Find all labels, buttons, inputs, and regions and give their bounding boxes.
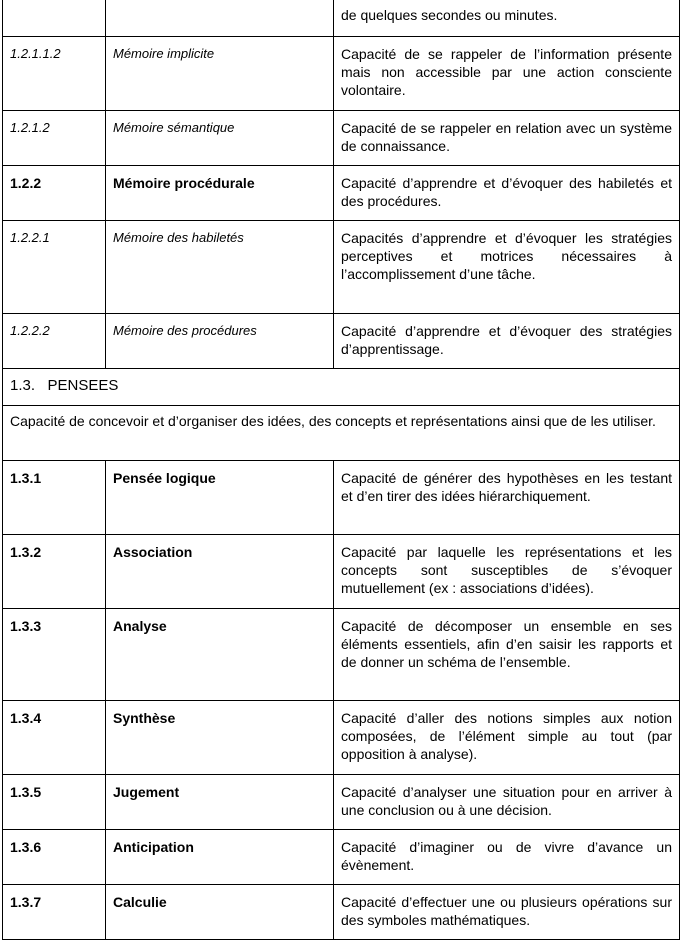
table-row (3, 885, 680, 940)
row-definition: Capacité d’apprendre et d’évoquer des stratégies d’apprentissage. (334, 314, 680, 369)
table-row (3, 221, 680, 314)
section-heading-row (3, 369, 680, 406)
section-heading: 1.3. PENSEES (3, 369, 680, 406)
row-definition: Capacité d’effectuer une ou plusieurs opérations sur des symboles mathématiques. (334, 885, 680, 940)
row-number: 1.3.5 (3, 775, 106, 830)
table-row (3, 166, 680, 221)
classification-table (2, 0, 680, 940)
row-term: Mémoire implicite (106, 37, 334, 111)
row-number: 1.3.6 (3, 830, 106, 885)
row-number: 1.3.2 (3, 535, 106, 609)
row-definition: Capacité de se rappeler de l’information présente mais non accessible par une action consciente volontaire. (334, 37, 680, 111)
section-description: Capacité de concevoir et d’organiser des idées, des concepts et représentations ainsi que de les utiliser. (3, 406, 680, 461)
row-definition: Capacité d’aller des notions simples aux notion composées, de l’élément simple au tout (par opposition à analyse). (334, 701, 680, 775)
row-definition: de quelques secondes ou minutes. (334, 0, 680, 37)
row-term: Analyse (106, 609, 334, 701)
row-term: Mémoire des habiletés (106, 221, 334, 314)
row-number: 1.3.4 (3, 701, 106, 775)
table-row (3, 535, 680, 609)
row-term: Calculie (106, 885, 334, 940)
table-row (3, 830, 680, 885)
row-term: Jugement (106, 775, 334, 830)
table-row (3, 775, 680, 830)
table-row (3, 609, 680, 701)
row-number: 1.2.2.2 (3, 314, 106, 369)
row-number: 1.3.1 (3, 461, 106, 535)
row-term: Mémoire procédurale (106, 166, 334, 221)
row-definition: Capacité d’imaginer ou de vivre d’avance un évènement. (334, 830, 680, 885)
table-row (3, 0, 680, 37)
row-definition: Capacité de se rappeler en relation avec un système de connaissance. (334, 111, 680, 166)
row-number: 1.2.2.1 (3, 221, 106, 314)
table-row (3, 314, 680, 369)
row-term (106, 0, 334, 37)
table-row (3, 461, 680, 535)
table-row (3, 111, 680, 166)
row-term: Synthèse (106, 701, 334, 775)
row-term: Mémoire sémantique (106, 111, 334, 166)
row-number: 1.2.2 (3, 166, 106, 221)
row-definition: Capacité par laquelle les représentations et les concepts sont susceptibles de s’évoquer mutuellement (ex : associations d’idées). (334, 535, 680, 609)
row-number: 1.3.3 (3, 609, 106, 701)
row-term: Anticipation (106, 830, 334, 885)
table-row (3, 701, 680, 775)
row-definition: Capacité de décomposer un ensemble en ses éléments essentiels, afin d’en saisir les rapports et de donner un schéma de l’ensemble. (334, 609, 680, 701)
table-row (3, 37, 680, 111)
row-number: 1.3.7 (3, 885, 106, 940)
section-description-row (3, 406, 680, 461)
row-number: 1.2.1.2 (3, 111, 106, 166)
row-definition: Capacité de générer des hypothèses en les testant et d’en tirer des idées hiérarchiquement. (334, 461, 680, 535)
row-number (3, 0, 106, 37)
row-definition: Capacité d’analyser une situation pour en arriver à une conclusion ou à une décision. (334, 775, 680, 830)
row-term: Pensée logique (106, 461, 334, 535)
row-definition: Capacité d’apprendre et d’évoquer des habiletés et des procédures. (334, 166, 680, 221)
row-definition: Capacités d’apprendre et d’évoquer les stratégies perceptives et motrices nécessaires à l’accomplissement d’une tâche. (334, 221, 680, 314)
row-number: 1.2.1.1.2 (3, 37, 106, 111)
row-term: Mémoire des procédures (106, 314, 334, 369)
row-term: Association (106, 535, 334, 609)
